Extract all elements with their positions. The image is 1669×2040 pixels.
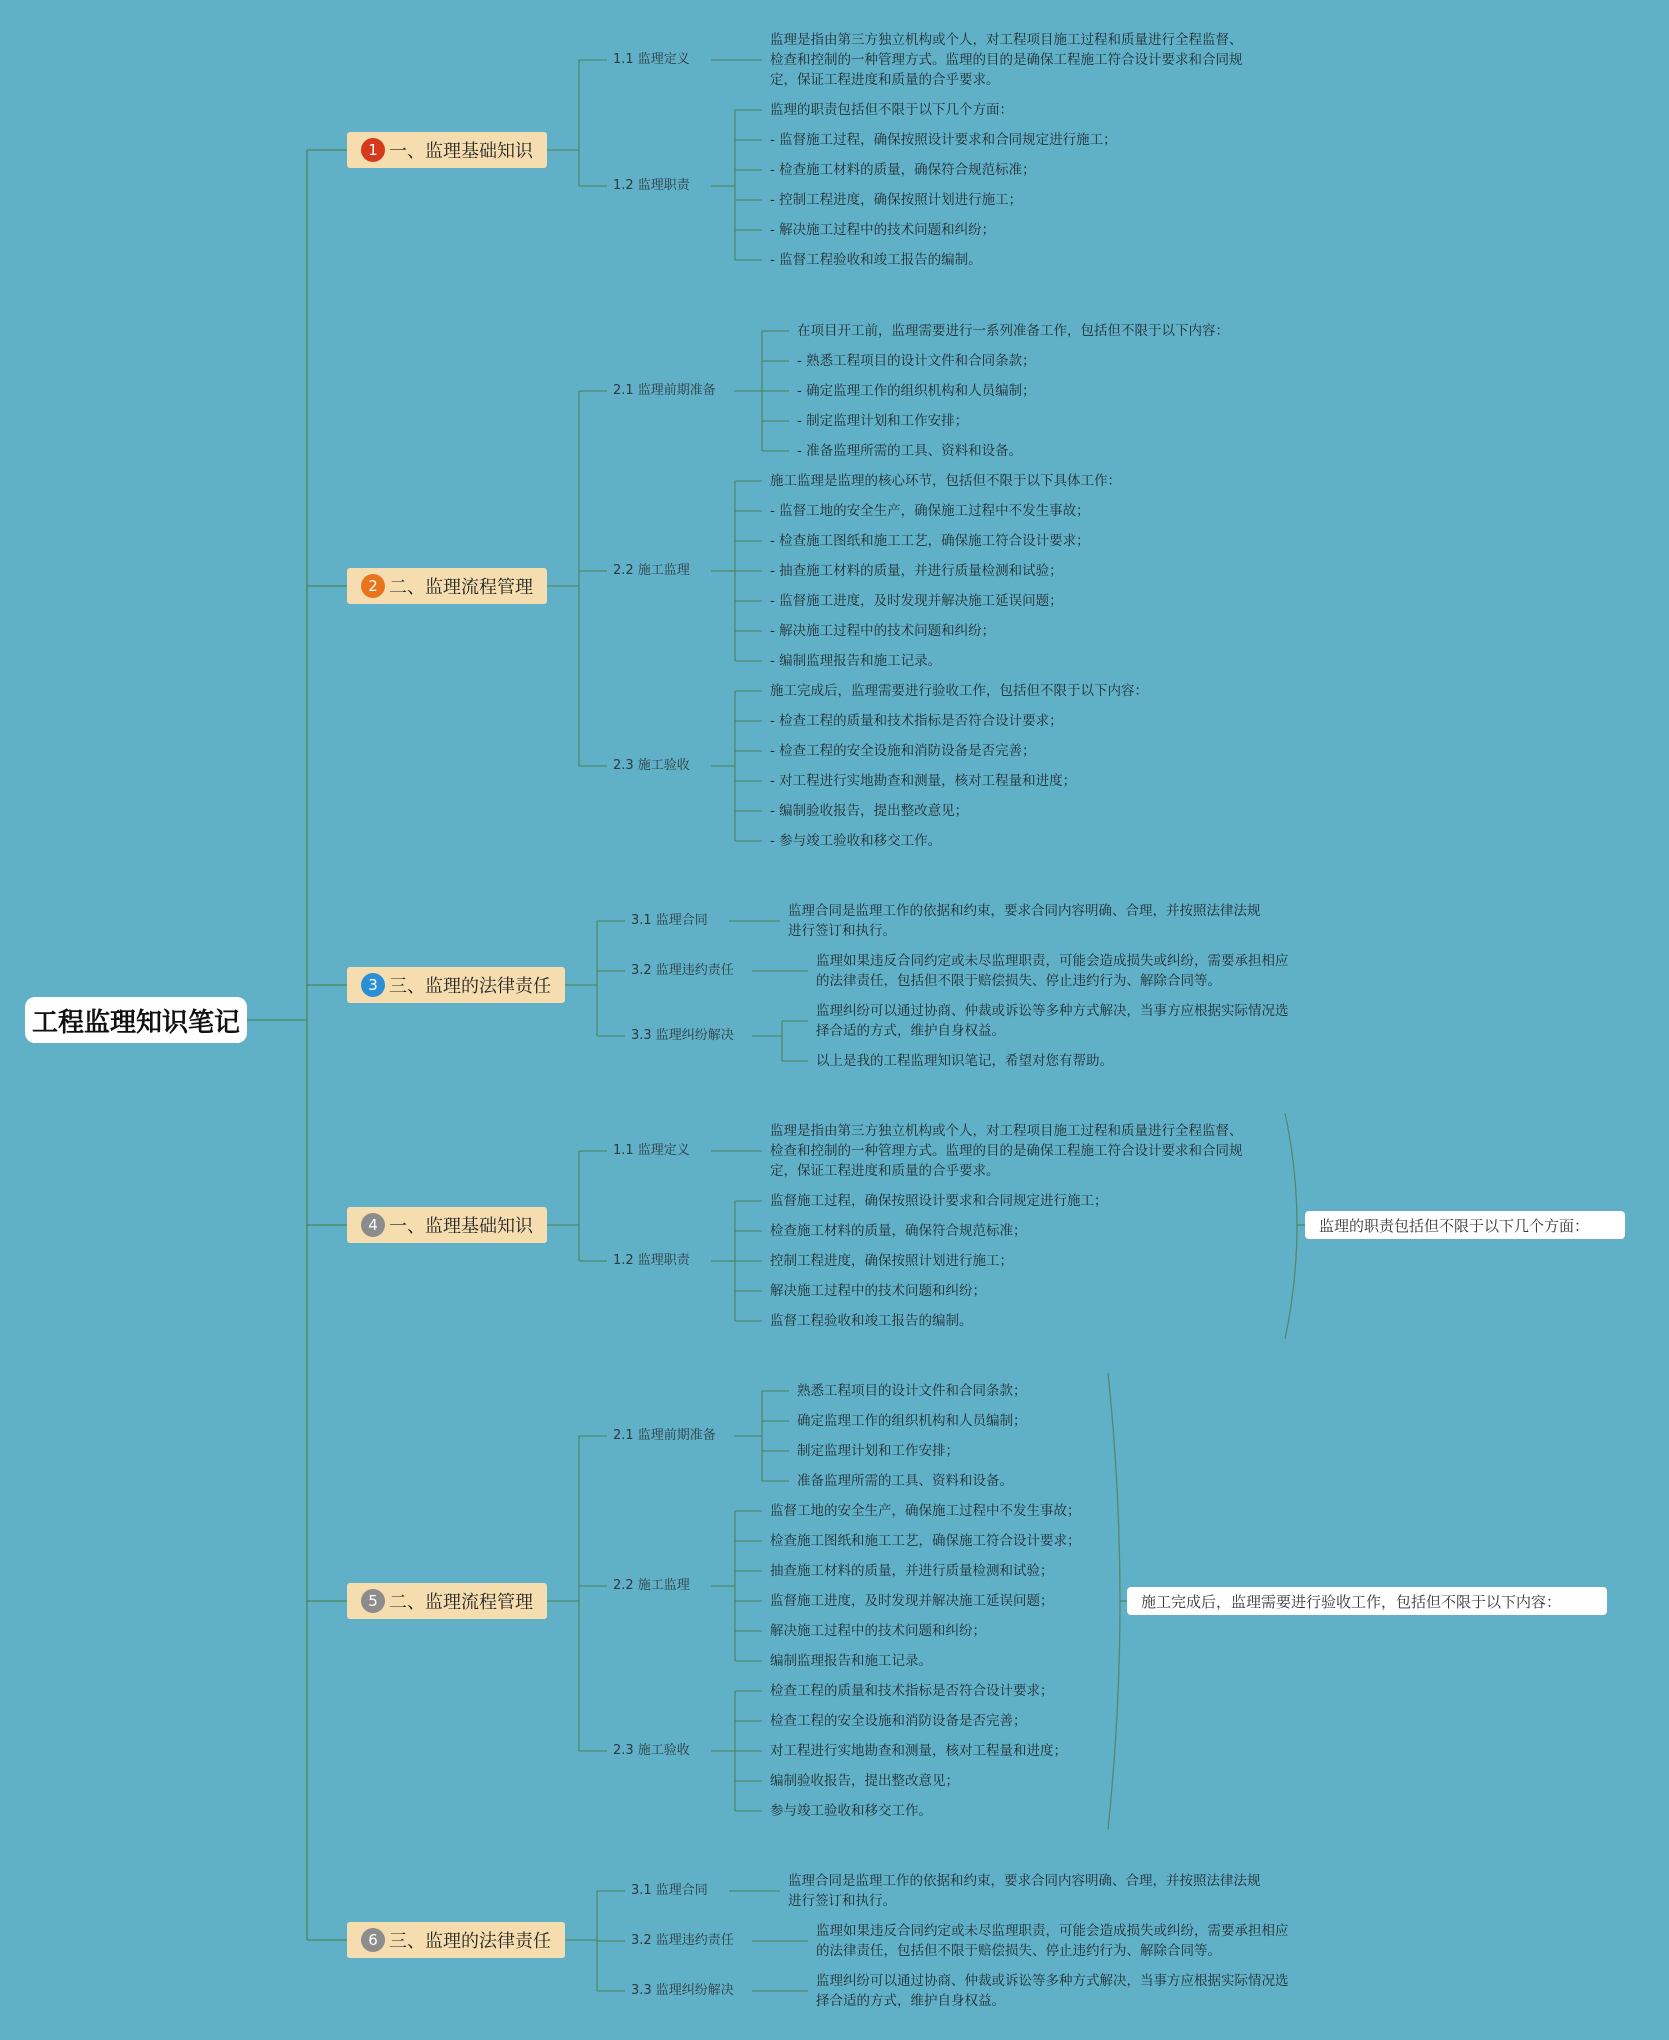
leaf-node[interactable] (770, 1711, 1027, 1731)
leaf-text-line: 择合适的方式，维护自身权益。 (816, 1993, 1005, 2009)
leaf-text-line: - 参与竣工验收和移交工作。 (770, 833, 942, 849)
leaf-text-line: 监理合同是监理工作的依据和约束，要求合同内容明确、合理，并按照法律法规 (788, 1873, 1261, 1889)
leaf-node[interactable] (770, 1501, 1081, 1521)
leaf-text-line: 监理合同是监理工作的依据和约束，要求合同内容明确、合理，并按照法律法规 (788, 903, 1261, 919)
leaf-node[interactable] (797, 1471, 1013, 1491)
leaf-node[interactable] (797, 441, 1022, 461)
leaf-text-line: 编制监理报告和施工记录。 (770, 1653, 932, 1669)
number-badge-6: 6 (361, 1928, 385, 1952)
main-node-label: 三、监理的法律责任 (389, 976, 551, 997)
number-badge-1: 1 (361, 138, 385, 162)
leaf-text-line: 检查施工图纸和施工工艺，确保施工符合设计要求； (770, 1533, 1081, 1549)
leaf-text-line: 监督施工进度，及时发现并解决施工延误问题； (770, 1593, 1054, 1609)
sub-node-1-2[interactable]: 1.2 监理职责 (613, 178, 690, 193)
number-badge-3: 3 (361, 973, 385, 997)
leaf-text-line: - 准备监理所需的工具、资料和设备。 (797, 443, 1023, 459)
leaf-text-line: 参与竣工验收和移交工作。 (770, 1803, 932, 1819)
main-node-4[interactable] (347, 1207, 547, 1243)
leaf-text-line: - 检查施工图纸和施工工艺，确保施工符合设计要求； (770, 533, 1090, 549)
leaf-text-line: - 制定监理计划和工作安排； (797, 413, 969, 429)
sub-node-3-1[interactable]: 3.1 监理合同 (631, 913, 708, 928)
sub-node-6-2[interactable]: 3.2 监理违约责任 (631, 1933, 734, 1948)
sub-node-1-1[interactable]: 1.1 监理定义 (613, 52, 690, 67)
leaf-node[interactable] (816, 1051, 1113, 1071)
leaf-node[interactable] (770, 501, 1090, 521)
leaf-text-line: 施工监理是监理的核心环节，包括但不限于以下具体工作： (770, 473, 1121, 489)
leaf-node[interactable] (816, 1921, 1289, 1961)
leaf-node[interactable] (770, 1221, 1027, 1241)
leaf-node[interactable] (770, 831, 941, 851)
leaf-node[interactable] (770, 1681, 1054, 1701)
summary-node-4[interactable]: 监理的职责包括但不限于以下几个方面： (1305, 1211, 1625, 1239)
leaf-node[interactable] (770, 190, 1022, 210)
leaf-text-line: 监理是指由第三方独立机构或个人，对工程项目施工过程和质量进行全程监督、 (770, 32, 1243, 48)
leaf-text-line: 监督工程验收和竣工报告的编制。 (770, 1313, 973, 1329)
leaf-text-line: 在项目开工前，监理需要进行一系列准备工作，包括但不限于以下内容： (797, 323, 1229, 339)
main-node-label: 二、监理流程管理 (389, 1592, 533, 1613)
leaf-text-line: - 检查工程的安全设施和消防设备是否完善； (770, 743, 1036, 759)
leaf-node[interactable] (770, 1621, 986, 1641)
leaf-node[interactable] (770, 801, 968, 821)
leaf-node[interactable] (788, 1871, 1261, 1911)
summary-node-5[interactable]: 施工完成后，监理需要进行验收工作，包括但不限于以下内容： (1127, 1587, 1607, 1615)
main-node-5[interactable] (347, 1583, 547, 1619)
leaf-text-line: - 对工程进行实地勘查和测量，核对工程量和进度； (770, 773, 1077, 789)
sub-node-5-2[interactable]: 2.2 施工监理 (613, 1578, 690, 1593)
leaf-node[interactable] (770, 651, 941, 671)
leaf-text-line: - 检查施工材料的质量，确保符合规范标准； (770, 162, 1036, 178)
sub-node-6-3[interactable]: 3.3 监理纠纷解决 (631, 1983, 734, 1998)
leaf-text-line: 控制工程进度，确保按照计划进行施工； (770, 1253, 1013, 1269)
main-node-label: 一、监理基础知识 (389, 1216, 533, 1237)
leaf-text-line: 抽查施工材料的质量，并进行质量检测和试验； (770, 1563, 1054, 1579)
leaf-node[interactable] (788, 901, 1261, 941)
leaf-node[interactable] (770, 1591, 1054, 1611)
leaf-node[interactable] (770, 100, 1013, 120)
leaf-text-line: - 编制监理报告和施工记录。 (770, 653, 942, 669)
root-node[interactable]: 工程监理知识笔记 (25, 997, 247, 1043)
leaf-text-line: 施工完成后，监理需要进行验收工作，包括但不限于以下内容： (770, 683, 1148, 699)
sub-node-3-2[interactable]: 3.2 监理违约责任 (631, 963, 734, 978)
leaf-node[interactable] (770, 1251, 1013, 1271)
leaf-text-line: 监理如果违反合同约定或未尽监理职责，可能会造成损失或纠纷，需要承担相应 (816, 953, 1289, 969)
sub-node-5-1[interactable]: 2.1 监理前期准备 (613, 1428, 716, 1443)
leaf-text-line: - 控制工程进度，确保按照计划进行施工； (770, 192, 1023, 208)
leaf-node[interactable] (770, 561, 1063, 581)
leaf-text-line: - 监督施工过程，确保按照设计要求和合同规定进行施工； (770, 132, 1117, 148)
sub-node-2-1[interactable]: 2.1 监理前期准备 (613, 383, 716, 398)
leaf-text-line: 检查和控制的一种管理方式。监理的目的是确保工程施工符合设计要求和合同规 (770, 52, 1243, 68)
leaf-text-line: 解决施工过程中的技术问题和纠纷； (770, 1623, 986, 1639)
main-node-label: 一、监理基础知识 (389, 141, 533, 162)
leaf-node[interactable] (797, 1441, 959, 1461)
leaf-text-line: 的法律责任，包括但不限于赔偿损失、停止违约行为、解除合同等。 (816, 973, 1221, 989)
leaf-text-line: - 监督工地的安全生产，确保施工过程中不发生事故； (770, 503, 1090, 519)
leaf-text-line: - 编制验收报告，提出整改意见； (770, 803, 969, 819)
number-badge-2: 2 (361, 574, 385, 598)
leaf-text-line: 监理如果违反合同约定或未尽监理职责，可能会造成损失或纠纷，需要承担相应 (816, 1923, 1289, 1939)
leaf-text-line: - 监督施工进度，及时发现并解决施工延误问题； (770, 593, 1063, 609)
main-node-3[interactable] (347, 967, 565, 1003)
leaf-node[interactable] (816, 951, 1289, 991)
leaf-text-line: 监理的职责包括但不限于以下几个方面： (770, 102, 1013, 118)
sub-node-3-3[interactable]: 3.3 监理纠纷解决 (631, 1028, 734, 1043)
main-node-2[interactable] (347, 568, 547, 604)
leaf-node[interactable] (797, 411, 968, 431)
leaf-text-line: 检查施工材料的质量，确保符合规范标准； (770, 1223, 1027, 1239)
leaf-text-line: 解决施工过程中的技术问题和纠纷； (770, 1283, 986, 1299)
leaf-node[interactable] (770, 1561, 1054, 1581)
leaf-text-line: - 抽查施工材料的质量，并进行质量检测和试验； (770, 563, 1063, 579)
sub-node-6-1[interactable]: 3.1 监理合同 (631, 1883, 708, 1898)
leaf-node[interactable] (770, 471, 1121, 491)
leaf-text-line: 的法律责任，包括但不限于赔偿损失、停止违约行为、解除合同等。 (816, 1943, 1221, 1959)
sub-node-4-1[interactable]: 1.1 监理定义 (613, 1143, 690, 1158)
leaf-text-line: 定，保证工程进度和质量的合乎要求。 (770, 72, 1000, 88)
leaf-node[interactable] (770, 1651, 932, 1671)
leaf-node[interactable] (770, 591, 1063, 611)
main-node-1[interactable] (347, 132, 547, 168)
summary-brace-5 (1108, 1373, 1120, 1829)
leaf-node[interactable] (770, 681, 1148, 701)
leaf-text-line: 监理纠纷可以通过协商、仲裁或诉讼等多种方式解决，当事方应根据实际情况选 (816, 1973, 1289, 1989)
leaf-node[interactable] (770, 1531, 1081, 1551)
leaf-node[interactable] (770, 621, 995, 641)
leaf-node[interactable] (797, 1411, 1027, 1431)
leaf-node[interactable] (770, 250, 982, 270)
leaf-text-line: 确定监理工作的组织机构和人员编制； (797, 1413, 1027, 1429)
main-node-label: 三、监理的法律责任 (389, 1931, 551, 1952)
leaf-node[interactable] (770, 711, 1063, 731)
summary-brace-4 (1285, 1113, 1297, 1339)
leaf-text-line: - 解决施工过程中的技术问题和纠纷； (770, 222, 996, 238)
leaf-node[interactable] (770, 30, 1243, 90)
leaf-node[interactable] (770, 771, 1076, 791)
sub-node-2-3[interactable]: 2.3 施工验收 (613, 758, 690, 773)
leaf-text-line: 定，保证工程进度和质量的合乎要求。 (770, 1163, 1000, 1179)
leaf-node[interactable] (770, 1191, 1108, 1211)
leaf-node[interactable] (770, 220, 995, 240)
leaf-node[interactable] (770, 1281, 986, 1301)
leaf-text-line: - 确定监理工作的组织机构和人员编制； (797, 383, 1036, 399)
leaf-node[interactable] (770, 130, 1117, 150)
leaf-text-line: 择合适的方式，维护自身权益。 (816, 1023, 1005, 1039)
sub-node-2-2[interactable]: 2.2 施工监理 (613, 563, 690, 578)
leaf-node[interactable] (770, 531, 1090, 551)
number-badge-4: 4 (361, 1213, 385, 1237)
leaf-text-line: - 熟悉工程项目的设计文件和合同条款； (797, 353, 1036, 369)
leaf-text-line: 进行签订和执行。 (788, 923, 896, 939)
leaf-text-line: 熟悉工程项目的设计文件和合同条款； (797, 1383, 1027, 1399)
leaf-node[interactable] (816, 1001, 1289, 1041)
leaf-node[interactable] (797, 381, 1036, 401)
leaf-text-line: 检查和控制的一种管理方式。监理的目的是确保工程施工符合设计要求和合同规 (770, 1143, 1243, 1159)
leaf-node[interactable] (816, 1971, 1289, 2011)
leaf-node[interactable] (770, 1741, 1067, 1761)
leaf-text-line: - 解决施工过程中的技术问题和纠纷； (770, 623, 996, 639)
leaf-text-line: 进行签订和执行。 (788, 1893, 896, 1909)
leaf-node[interactable] (770, 1801, 932, 1821)
leaf-text-line: 编制验收报告，提出整改意见； (770, 1773, 959, 1789)
leaf-text-line: - 检查工程的质量和技术指标是否符合设计要求； (770, 713, 1063, 729)
leaf-text-line: 监理是指由第三方独立机构或个人，对工程项目施工过程和质量进行全程监督、 (770, 1123, 1243, 1139)
leaf-text-line: 监督施工过程，确保按照设计要求和合同规定进行施工； (770, 1193, 1108, 1209)
sub-node-4-2[interactable]: 1.2 监理职责 (613, 1253, 690, 1268)
leaf-node[interactable] (770, 1121, 1243, 1181)
leaf-text-line: 监理纠纷可以通过协商、仲裁或诉讼等多种方式解决，当事方应根据实际情况选 (816, 1003, 1289, 1019)
leaf-text-line: 对工程进行实地勘查和测量，核对工程量和进度； (770, 1743, 1067, 1759)
leaf-node[interactable] (770, 1771, 959, 1791)
main-node-6[interactable] (347, 1922, 565, 1958)
leaf-node[interactable] (770, 741, 1036, 761)
leaf-node[interactable] (770, 160, 1036, 180)
leaf-text-line: 制定监理计划和工作安排； (797, 1443, 959, 1459)
leaf-text-line: 监督工地的安全生产，确保施工过程中不发生事故； (770, 1503, 1081, 1519)
leaf-node[interactable] (770, 1311, 973, 1331)
leaf-text-line: 准备监理所需的工具、资料和设备。 (797, 1473, 1013, 1489)
leaf-node[interactable] (797, 351, 1036, 371)
leaf-text-line: 以上是我的工程监理知识笔记，希望对您有帮助。 (816, 1053, 1113, 1069)
leaf-text-line: 检查工程的安全设施和消防设备是否完善； (770, 1713, 1027, 1729)
main-node-label: 二、监理流程管理 (389, 577, 533, 598)
leaf-node[interactable] (797, 1381, 1027, 1401)
number-badge-5: 5 (361, 1589, 385, 1613)
sub-node-5-3[interactable]: 2.3 施工验收 (613, 1743, 690, 1758)
leaf-text-line: 检查工程的质量和技术指标是否符合设计要求； (770, 1683, 1054, 1699)
leaf-text-line: - 监督工程验收和竣工报告的编制。 (770, 252, 982, 268)
leaf-node[interactable] (797, 321, 1229, 341)
